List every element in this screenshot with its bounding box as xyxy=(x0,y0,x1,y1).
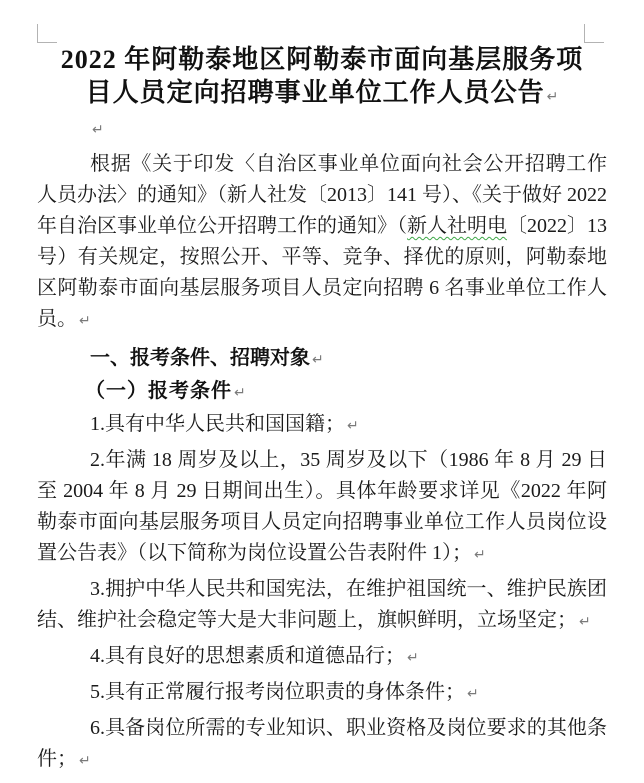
condition-item-2 xyxy=(37,445,607,571)
paragraph-mark-icon: ↵ xyxy=(79,753,91,769)
intro-text-before: 根据《关于印发〈自治区事业单位面向社会公开招聘工作人员办法〉的通知》（新人社发〔2013〕141 号）、《关于做好 2022 年自治区事业单位公开招聘工作的通知》（ xyxy=(37,153,607,237)
condition-item-1 xyxy=(37,409,607,442)
document-title-line2-text: 目人员定向招聘事业单位工作人员公告 xyxy=(85,78,545,107)
paragraph-mark-icon: ↵ xyxy=(407,650,419,666)
document-title-line2 xyxy=(37,76,607,114)
subsection-heading-text: （一）报考条件 xyxy=(85,380,232,402)
document-content xyxy=(37,40,607,780)
paragraph-mark-icon: ↵ xyxy=(92,122,104,138)
document-title-line1: 2022 年阿勒泰地区阿勒泰市面向基层服务项 xyxy=(60,45,584,74)
paragraph-mark-icon: ↵ xyxy=(579,614,591,630)
section-heading xyxy=(37,343,607,376)
condition-item-3 xyxy=(37,574,607,638)
condition-item-6 xyxy=(37,713,607,777)
intro-text-after: 〔2022〕13 号）有关规定，按照公开、平等、竞争、择优的原则，阿勒泰地区阿勒泰市面向基层服务项目人员定向招聘 6 名事业单位工作人员。 xyxy=(37,215,607,330)
paragraph-mark-icon: ↵ xyxy=(312,352,324,368)
document-title xyxy=(37,43,607,114)
condition-text: 2.年满 18 周岁及以上，35 周岁及以下（1986 年 8 月 29 日至 2004 年 8 月 29 日期间出生）。具体年龄要求详见《2022 年阿勒泰市面向基层服务项目人员定向招聘事业单位工作人员岗位设置公告表》（以下简称为岗位设置公告表附件 1）； xyxy=(37,449,607,564)
paragraph-mark-icon: ↵ xyxy=(347,418,359,434)
paragraph-mark-icon: ↵ xyxy=(234,385,246,401)
condition-text: 5.具有正常履行报考岗位职责的身体条件； xyxy=(90,681,465,703)
intro-paragraph xyxy=(37,149,607,337)
condition-text: 1.具有中华人民共和国国籍； xyxy=(90,413,345,435)
paragraph-mark-icon: ↵ xyxy=(79,313,91,329)
condition-text: 6.具备岗位所需的专业知识、职业资格及岗位要求的其他条件； xyxy=(37,717,607,770)
subsection-heading xyxy=(37,376,607,409)
paragraph-mark-icon: ↵ xyxy=(546,89,559,105)
paragraph-mark-icon: ↵ xyxy=(474,547,486,563)
condition-text: 4.具有良好的思想素质和道德品行； xyxy=(90,645,405,667)
grammar-flagged-text: 新人社明电 xyxy=(407,215,507,237)
condition-item-4 xyxy=(37,641,607,674)
condition-text: 3.拥护中华人民共和国宪法，在维护祖国统一、维护民族团结、维护社会稳定等大是大非问题上，旗帜鲜明，立场坚定； xyxy=(37,578,607,631)
empty-paragraph xyxy=(37,114,607,145)
section-heading-text: 一、报考条件、招聘对象 xyxy=(90,347,310,369)
paragraph-mark-icon: ↵ xyxy=(467,686,479,702)
condition-item-5 xyxy=(37,677,607,710)
